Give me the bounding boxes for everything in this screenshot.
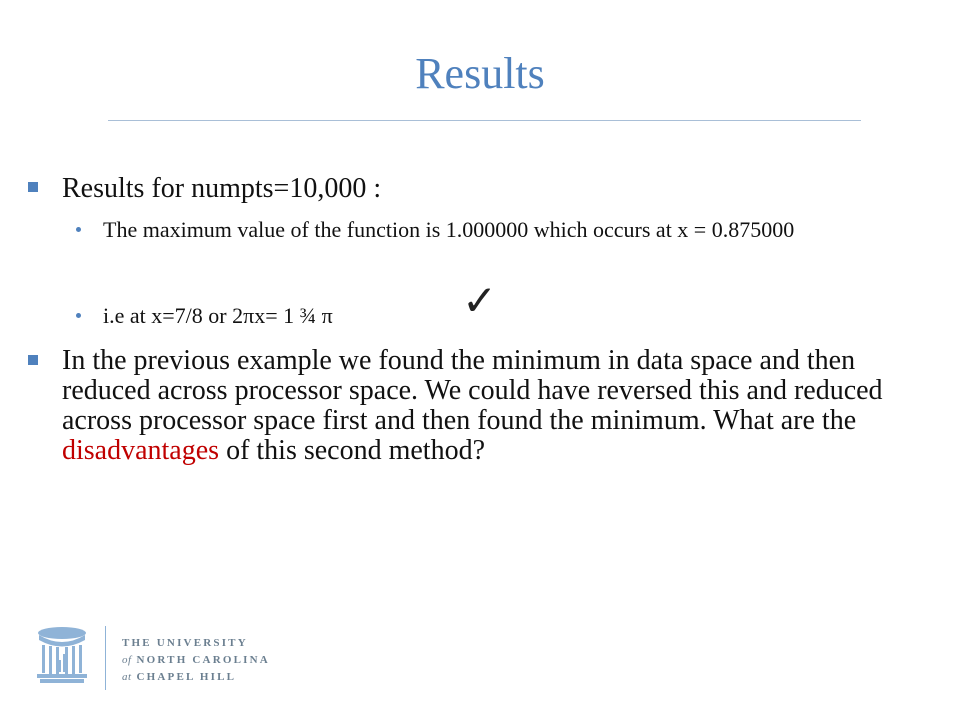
logo-line-3 — [122, 669, 292, 686]
university-name — [122, 635, 292, 686]
logo-line-2-main: NORTH CAROLINA — [136, 654, 270, 666]
slide-title: Results — [415, 49, 545, 98]
logo-line-3-prefix: at — [122, 671, 132, 683]
bullet-question — [62, 346, 932, 466]
bullet-question-text-before: In the previous example we found the minimum in data space and then reduced across processor space. We could have reversed this and reduced across processor space first and then found the minimum. What are the — [62, 345, 883, 436]
sub-bullet-location — [103, 304, 953, 328]
old-well-icon — [34, 625, 90, 685]
square-bullet-icon — [28, 182, 38, 192]
sub-bullet-maximum-text: The maximum value of the function is 1.000000 which occurs at x = 0.875000 — [103, 217, 795, 242]
logo-line-2-prefix: of — [122, 654, 132, 666]
bullet-question-emphasis: disadvantages — [62, 435, 220, 466]
check-icon: ✓ — [462, 276, 498, 325]
logo-line-1-text: THE UNIVERSITY — [122, 637, 248, 649]
dot-bullet-icon — [76, 227, 81, 232]
title-divider — [108, 120, 861, 121]
bullet-results — [62, 172, 922, 206]
logo-line-2 — [122, 652, 292, 669]
logo-line-1 — [122, 635, 292, 652]
unc-logo — [34, 624, 284, 690]
square-bullet-icon — [28, 355, 38, 365]
logo-line-3-main: CHAPEL HILL — [136, 671, 237, 683]
dot-bullet-icon — [76, 313, 81, 318]
bullet-question-text-after: of this second method? — [219, 435, 486, 466]
sub-bullet-maximum — [103, 218, 953, 242]
sub-bullet-location-text: i.e at x=7/8 or 2πx= 1 ¾ π — [103, 303, 333, 328]
bullet-results-text: Results for numpts=10,000 : — [62, 173, 382, 204]
logo-divider — [105, 626, 106, 690]
